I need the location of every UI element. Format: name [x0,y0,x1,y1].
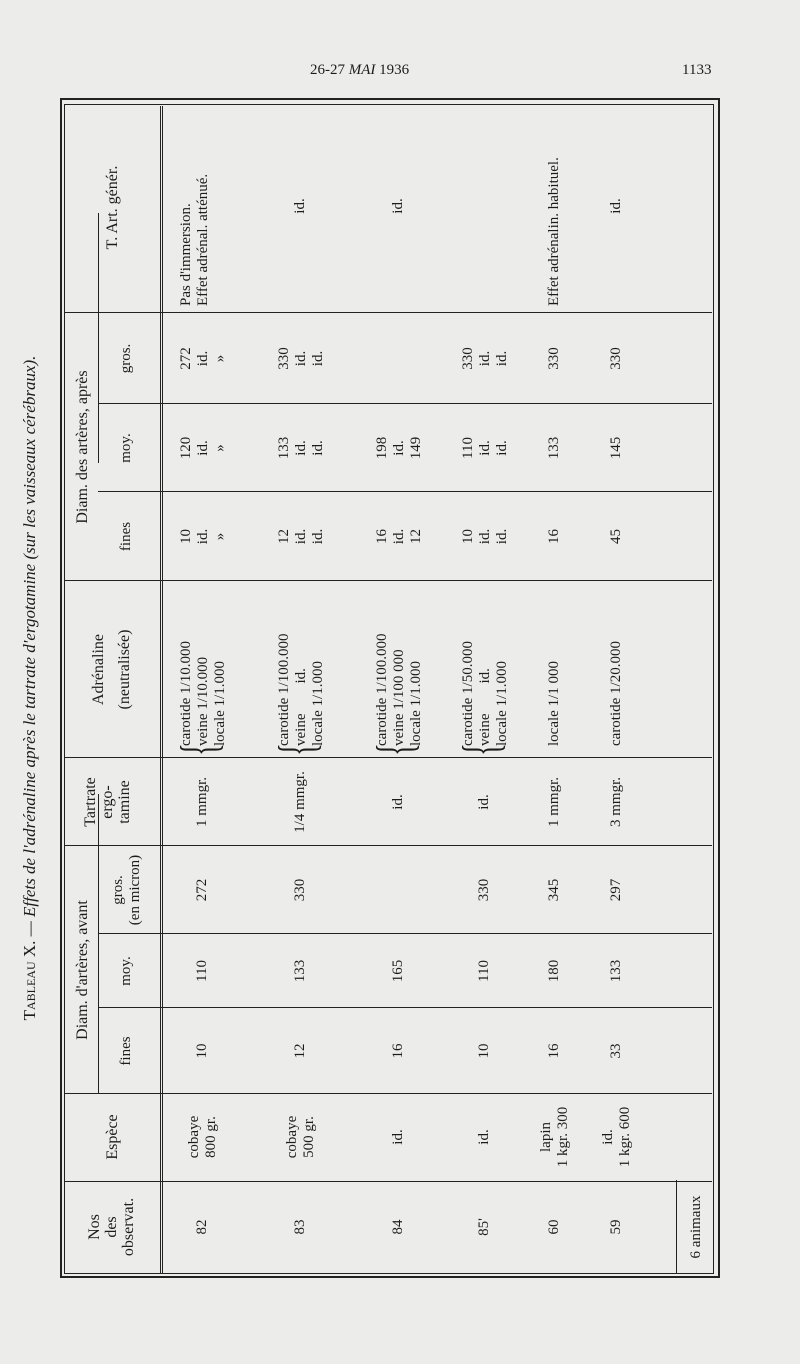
rotated-table [20,98,720,1278]
header-species: Espèce [104,1114,121,1160]
brace-symbol: { [269,743,326,756]
header-moy-after: moy. [118,433,134,463]
brace-symbol: { [453,743,510,756]
cell-after-moy [546,404,563,492]
cell-line: Effet adrénal. atténué. [195,173,211,306]
cell-tartrate: 1/4 mmgr. [292,771,308,833]
cell-fines: 10 [476,1043,492,1059]
cell-line: locale 1/1 000 [546,661,562,746]
header-rule-2 [162,106,163,1274]
header-adrenaline: Adrénaline (neutralisée) [90,629,133,710]
cell-adrenaline [276,581,327,746]
page-header [0,62,800,86]
cell-tart [546,106,563,306]
cell-fines: 16 [546,1043,562,1059]
cell-moy: 133 [292,959,308,983]
cell-gros: 330 [292,878,308,902]
cell-adrenaline [546,581,563,746]
header-fines: fines [118,1036,134,1066]
cell-adrenaline [178,581,229,746]
cell-line: cobaye [186,1115,202,1159]
cell-line: 330 [546,347,562,370]
brace-symbol: { [367,743,424,756]
page-number: 1133 [682,62,712,78]
cell-moy: 110 [194,960,210,982]
cell-line: 330 [460,347,476,370]
cell-line: 45 [608,529,624,544]
cell-line: 133 [546,436,562,460]
cell-line: 12 [276,529,292,544]
cell-line: veine 1/10.000 [195,656,211,746]
cell-fines: 12 [292,1043,308,1059]
footer-rule [676,1180,677,1274]
cell-line: id. [195,440,211,456]
cell-line: veine id. [293,668,309,746]
subheader-rule-after [98,213,99,463]
cell-line: 149 [408,436,424,460]
header-date: 26-27 MAI 1936 [310,62,410,78]
cell-obs: 82 [194,1219,210,1235]
cell-line: id. [391,528,407,545]
cell-moy: 180 [546,959,562,983]
cell-after-fines [374,492,425,581]
cell-after-moy [276,404,327,492]
cell-species [186,1094,220,1180]
cell-line: id. [391,440,407,456]
cell-species [284,1094,318,1180]
header-tart: T. Art. génér. [104,165,121,250]
cell-after-moy [608,404,625,492]
cell-line: id. [310,350,326,367]
cell-line: lapin [538,1122,554,1152]
cell-line: carotide 1/10.000 [178,641,194,746]
cell-after-moy [460,404,511,492]
cell-line: id. [494,528,510,545]
header-diam-before: Diam. d'artères, avant [74,900,91,1040]
cell-after-gros [460,313,511,404]
cell-after-fines [546,492,563,581]
header-tartrate: Tartrate ergo- tamine [82,777,133,827]
cell-tart [178,106,212,306]
cell-line: carotide 1/50.000 [460,641,476,746]
cell-line: 16 [374,529,390,544]
cell-after-fines [178,492,229,581]
cell-gros: 272 [194,878,210,902]
cell-line: » [212,354,228,363]
header-fines-after: fines [118,521,134,552]
cell-line: 12 [408,529,424,544]
header-moy: moy. [118,956,134,986]
cell-line: locale 1/1.000 [408,661,424,746]
cell-line: locale 1/1.000 [494,661,510,746]
cell-gros: 297 [608,878,624,902]
cell-tartrate: 1 mmgr. [546,777,562,828]
cell-line: cobaye [284,1115,300,1159]
cell-line: 500 gr. [301,1116,317,1158]
cell-after-gros [546,313,563,404]
cell-tart [390,106,407,306]
cell-obs: 60 [546,1219,562,1235]
cell-after-gros [608,313,625,404]
cell-line: id. [195,350,211,367]
cell-species [476,1094,493,1180]
cell-line: id. [293,528,309,545]
cell-line: 1 kgr. 300 [555,1106,571,1168]
cell-obs: 84 [390,1219,406,1235]
cell-tart [292,106,309,306]
cell-obs: 59 [608,1219,624,1235]
cell-line: 198 [374,436,390,460]
cell-line: 10 [460,529,476,544]
brace-symbol: { [171,743,228,756]
cell-line: id. [293,440,309,456]
cell-after-moy [178,404,229,492]
cell-line: id. [600,1129,616,1145]
cell-species [538,1094,572,1180]
cell-moy: 165 [390,959,406,983]
cell-line: Pas d'immersion. [178,203,194,306]
cell-gros: 345 [546,878,562,902]
table-label: Tableau X. [20,940,39,1021]
cell-line: id. [390,198,406,214]
cell-tartrate: id. [476,794,492,810]
cell-line: 272 [178,347,194,370]
cell-fines: 33 [608,1043,624,1059]
cell-line: id. [310,528,326,545]
cell-species [390,1094,407,1180]
cell-tartrate: 1 mmgr. [194,777,210,828]
cell-line: 133 [276,436,292,460]
cell-line: 330 [608,347,624,370]
cell-after-gros [178,313,229,404]
table-caption-text: — Effets de l'adrénaline après le tartrate d'ergotamine (sur les vaisseaux cérébraux). [20,355,39,941]
cell-after-fines [460,492,511,581]
cell-line: id. [494,350,510,367]
cell-line: id. [195,528,211,545]
cell-adrenaline [374,581,425,746]
cell-line: 120 [178,436,194,460]
cell-line: id. [310,440,326,456]
cell-line: veine id. [477,668,493,746]
cell-fines: 16 [390,1043,406,1059]
cell-moy: 133 [608,959,624,983]
cell-line: » [212,532,228,541]
cell-line: 800 gr. [203,1116,219,1158]
cell-line: id. [477,528,493,545]
cell-tartrate: id. [390,794,406,810]
cell-line: id. [390,1129,406,1145]
cell-line: carotide 1/20.000 [608,641,624,746]
cell-line: 330 [276,347,292,370]
cell-line: 145 [608,436,624,460]
cell-line: id. [476,1129,492,1145]
cell-line: id. [293,350,309,367]
cell-species [600,1094,634,1180]
cell-obs: 83 [292,1219,308,1235]
cell-line: carotide 1/100.000 [276,633,292,746]
cell-moy: 110 [476,960,492,982]
cell-fines: 10 [194,1043,210,1059]
cell-line: » [212,444,228,452]
cell-line: 16 [546,529,562,544]
cell-line: veine 1/100 000 [391,649,407,746]
header-month: MAI [348,62,376,78]
cell-gros: 330 [476,878,492,902]
cell-line: 1 kgr. 600 [617,1106,633,1168]
cell-line: 10 [178,529,194,544]
cell-tartrate: 3 mmgr. [608,777,624,828]
header-rule [160,106,161,1274]
cell-line: locale 1/1.000 [310,661,326,746]
header-gros-after: gros. [118,343,134,374]
table-caption [20,98,40,1278]
cell-line: locale 1/1.000 [212,661,228,746]
cell-line: id. [477,350,493,367]
cell-after-fines [608,492,625,581]
cell-after-gros [276,313,327,404]
cell-line: carotide 1/100.000 [374,633,390,746]
cell-line: id. [608,198,624,214]
footer-animals: 6 animaux [688,1195,704,1259]
cell-after-moy [374,404,425,492]
cell-line: Effet adrénalin. habituel. [546,157,562,306]
header-obs: Nos des observat. [86,1197,137,1257]
cell-line: id. [477,440,493,456]
header-gros: gros. (en micron) [110,854,143,926]
cell-adrenaline [460,581,511,746]
cell-after-fines [276,492,327,581]
cell-obs: 85' [476,1218,492,1236]
cell-tart [608,106,625,306]
cell-line: id. [494,440,510,456]
cell-line: id. [292,198,308,214]
cell-adrenaline [608,581,625,746]
header-diam-after: Diam. des artères, après [74,370,91,524]
cell-line: 110 [460,437,476,459]
